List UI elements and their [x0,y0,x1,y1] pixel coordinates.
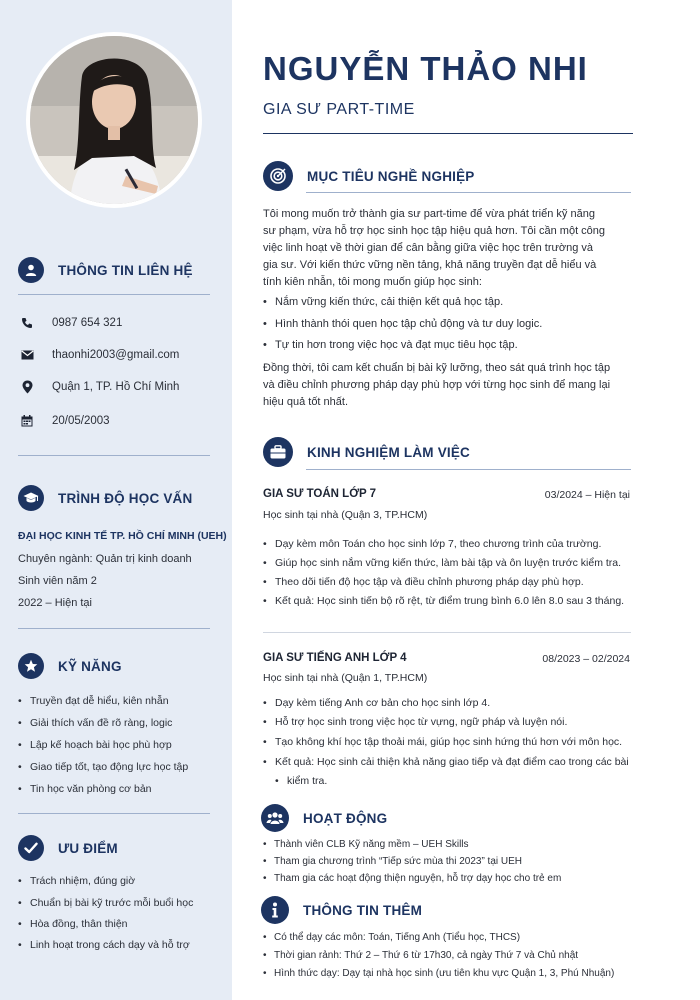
experience-header [263,437,470,467]
job-separator [263,632,631,633]
birthday-text: 20/05/2003 [52,415,110,427]
mail-icon [20,348,34,362]
objective-line: sư phạm, vừa hỗ trợ học sinh học tập hiệu quả hơn. Tôi cần một công [263,225,606,237]
extra-info-title: THÔNG TIN THÊM [303,902,423,918]
skills-header [18,652,210,680]
location-pin-icon [20,380,34,394]
objective-intro [263,206,633,291]
divider [18,628,210,629]
skills-title: KỸ NĂNG [58,658,122,674]
contact-phone [20,315,122,331]
job-place: Học sinh tại nhà (Quận 1, TP.HCM) [263,672,428,684]
candidate-name: NGUYỄN THẢO NHI [263,50,588,87]
strength-item: • Chuẩn bị bài kỹ trước mỗi buổi học [18,897,193,909]
extra-info-item: • Hình thức dạy: Dạy tại nhà học sinh (ưu tiên khu vực Quận 1, 3, Phú Nhuận) [263,968,614,979]
education-title: TRÌNH ĐỘ HỌC VẤN [58,490,193,506]
strengths-header [18,834,210,862]
contact-address [20,379,179,395]
objective-bullet: • Tự tin hơn trong việc học và đạt mục tiêu học tập. [263,339,518,351]
target-icon [263,161,293,191]
activity-item: • Thành viên CLB Kỹ năng mềm – UEH Skills [263,839,469,850]
activity-item: • Tham gia chương trình “Tiếp sức mùa thi 2023” tại UEH [263,856,522,867]
job-bullet: • Giúp học sinh nắm vững kiến thức, làm bài tập và ôn luyện trước kiểm tra. [263,557,621,569]
graduation-cap-icon [18,485,44,511]
job-role: GIA SƯ PART-TIME [263,101,415,118]
section-divider [18,455,210,456]
divider [18,813,210,814]
objective-line: và điều chỉnh phương pháp dạy phù hợp với từng học sinh để mang lại [263,379,611,391]
experience-title: KINH NGHIỆM LÀM VIỆC [307,444,471,460]
objective-bullet: • Hình thành thói quen học tập chủ động và tư duy logic. [263,318,542,330]
job-bullet: • Tạo không khí học tập thoải mái, giúp học sinh hứng thú hơn với môn học. [263,736,622,748]
user-icon [18,257,44,283]
extra-info-header [261,896,422,924]
briefcase-icon [263,437,293,467]
strengths-section [18,834,210,862]
job-bullet: • Dạy kèm tiếng Anh cơ bản cho học sinh lớp 4. [263,697,490,709]
objective-line: Đồng thời, tôi cam kết chuẩn bị bài kỹ lưỡng, theo sát quá trình học tập [263,362,611,374]
divider [306,192,631,193]
skill-item: • Lập kế hoạch bài học phù hợp [18,739,172,751]
info-icon [261,896,289,924]
contact-birthday [20,413,110,429]
job-bullet-continuation: • kiểm tra. [275,775,327,787]
star-icon [18,653,44,679]
objective-line: Tôi mong muốn trở thành gia sư part-time để vừa phát triển kỹ năng [263,208,595,220]
strength-item: • Hòa đồng, thân thiện [18,918,128,930]
objective-line: tính kiên nhẫn, tôi mong muốn giúp học sinh: [263,276,482,288]
section-divider [18,813,210,814]
email-text: thaonhi2003@gmail.com [52,349,180,361]
objective-header [263,161,475,191]
phone-icon [20,316,34,330]
job-place: Học sinh tại nhà (Quận 3, TP.HCM) [263,509,428,521]
contact-title: THÔNG TIN LIÊN HỆ [58,262,193,278]
job-bullet: • Dạy kèm môn Toán cho học sinh lớp 7, theo chương trình của trường. [263,538,601,550]
job-bullet: • Theo dõi tiến độ học tập và điều chỉnh phương pháp dạy phù hợp. [263,576,584,588]
education-header [18,484,210,512]
divider [18,294,210,295]
job-date: 08/2023 – 02/2024 [542,653,630,665]
divider [18,455,210,456]
group-icon [261,804,289,832]
skills-section [18,652,210,680]
skill-item: • Truyền đạt dễ hiểu, kiên nhẫn [18,695,169,707]
job-bullet: • Hỗ trợ học sinh trong việc học từ vựng, ngữ pháp và luyện nói. [263,716,567,728]
skill-item: • Giải thích vấn đề rõ ràng, logic [18,717,172,729]
school-name: ĐẠI HỌC KINH TẾ TP. HỒ CHÍ MINH (UEH) [18,530,227,542]
contact-email [20,347,179,363]
strengths-title: ƯU ĐIỂM [58,840,118,856]
calendar-icon [20,414,34,428]
activity-item: • Tham gia các hoạt động thiện nguyện, hỗ trợ dạy học cho trẻ em [263,873,561,884]
divider [306,469,631,470]
strength-item: • Trách nhiệm, đúng giờ [18,875,135,887]
job-date: 03/2024 – Hiện tại [544,489,630,501]
major-text: Chuyên ngành: Quản trị kinh doanh [18,553,192,565]
activities-header [261,804,387,832]
strength-item: • Linh hoạt trong cách dạy và hỗ trợ [18,939,190,951]
objective-outro [263,360,633,411]
profile-photo [26,32,202,208]
header-divider [263,133,633,134]
objective-line: việc linh hoạt về thời gian để cân bằng giữa việc học trên trường và [263,242,594,254]
objective-line: gia sư. Với kiến thức vững nền tảng, khả năng truyền đạt dễ hiểu và [263,259,597,271]
contact-header [18,256,210,284]
job-bullet: • Kết quả: Học sinh cải thiện khả năng giao tiếp và đạt điểm cao trong các bài [263,756,629,768]
section-divider [18,628,210,629]
checkmark-icon [18,835,44,861]
skill-item: • Giao tiếp tốt, tạo động lực học tập [18,761,188,773]
contact-section [18,256,210,295]
period-text: 2022 – Hiện tại [18,597,92,609]
address-text: Quận 1, TP. Hồ Chí Minh [52,381,180,393]
extra-info-item: • Có thể dạy các môn: Toán, Tiếng Anh (Tiểu học, THCS) [263,932,520,943]
job-title: GIA SƯ TIẾNG ANH LỚP 4 [263,652,407,664]
objective-line: hiệu quả tốt nhất. [263,396,349,408]
skill-item: • Tin học văn phòng cơ bản [18,783,152,795]
education-section [18,484,210,512]
job-title: GIA SƯ TOÁN LỚP 7 [263,488,377,500]
year-text: Sinh viên năm 2 [18,575,97,587]
objective-bullet: • Nắm vững kiến thức, cải thiện kết quả học tập. [263,296,503,308]
job-bullet: • Kết quả: Học sinh tiến bộ rõ rệt, từ điểm trung bình 6.0 lên 8.0 sau 3 tháng. [263,595,624,607]
extra-info-item: • Thời gian rảnh: Thứ 2 – Thứ 6 từ 17h30, cả ngày Thứ 7 và Chủ nhật [263,950,578,961]
activities-title: HOẠT ĐỘNG [303,810,388,826]
objective-title: MỤC TIÊU NGHỀ NGHIỆP [307,168,475,184]
phone-text: 0987 654 321 [52,317,123,329]
